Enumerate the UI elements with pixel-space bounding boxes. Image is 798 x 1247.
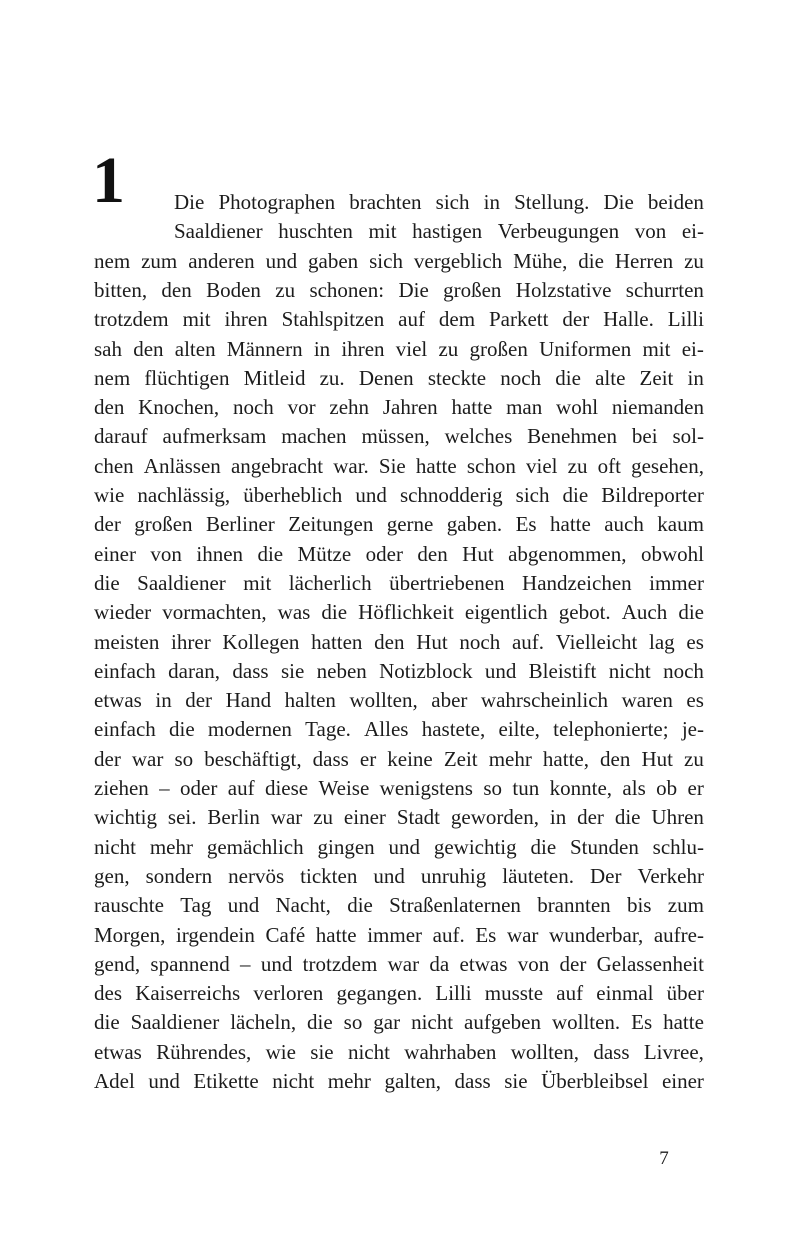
text-line: nem zum anderen und gaben sich vergeblich Mühe, die Herren zu bbox=[94, 248, 704, 273]
text-line: wie nachlässig, überheblich und schnodderig sich die Bildreporter bbox=[94, 483, 704, 507]
text-line: die Saaldiener mit lächerlich übertriebenen Handzeichen immer bbox=[94, 570, 704, 595]
text-line: ziehen – oder auf diese Weise wenigstens so tun konnte, als ob er bbox=[94, 776, 704, 800]
text-line: der war so beschäftigt, dass er keine Zeit mehr hatte, den Hut zu bbox=[94, 746, 704, 771]
text-line: des Kaiserreichs verloren gegangen. Lilli musste auf einmal über bbox=[94, 981, 704, 1006]
text-line: Morgen, irgendein Café hatte immer auf. Es war wunderbar, aufre- bbox=[94, 922, 704, 947]
text-line: meisten ihrer Kollegen hatten den Hut noch auf. Vielleicht lag es bbox=[94, 629, 704, 654]
text-line: den Knochen, noch vor zehn Jahren hatte man wohl niemanden bbox=[94, 395, 704, 420]
page-number: 7 bbox=[659, 1148, 669, 1169]
text-line: nicht mehr gemächlich gingen und gewichtig die Stunden schlu- bbox=[94, 834, 704, 859]
text-line: sah den alten Männern in ihren viel zu großen Uniformen mit ei- bbox=[94, 336, 704, 361]
chapter-number: 1 bbox=[92, 144, 125, 217]
text-line: nem flüchtigen Mitleid zu. Denen steckte noch die alte Zeit in bbox=[94, 365, 704, 390]
text-line: einer von ihnen die Mütze oder den Hut abgenommen, obwohl bbox=[94, 541, 704, 566]
text-line: Adel und Etikette nicht mehr galten, dass sie Überbleibsel einer bbox=[94, 1069, 704, 1093]
text-line: etwas Rührendes, wie sie nicht wahrhaben wollten, dass Livree, bbox=[94, 1039, 704, 1064]
text-line: der großen Berliner Zeitungen gerne gaben. Es hatte auch kaum bbox=[94, 512, 704, 537]
text-line: einfach daran, dass sie neben Notizblock und Bleistift nicht noch bbox=[94, 658, 704, 683]
text-line: trotzdem mit ihren Stahlspitzen auf dem Parkett der Halle. Lilli bbox=[94, 307, 704, 332]
text-line: rauschte Tag und Nacht, die Straßenlaternen brannten bis zum bbox=[94, 893, 704, 918]
text-line: chen Anlässen angebracht war. Sie hatte schon viel zu oft gesehen, bbox=[94, 453, 704, 478]
text-line: einfach die modernen Tage. Alles hastete, eilte, telephonierte; je- bbox=[94, 717, 704, 742]
text-line: wichtig sei. Berlin war zu einer Stadt geworden, in der die Uhren bbox=[94, 805, 704, 830]
text-line: etwas in der Hand halten wollten, aber wahrscheinlich waren es bbox=[94, 688, 704, 713]
text-line: wieder vormachten, was die Höflichkeit eigentlich gebot. Auch die bbox=[94, 600, 704, 625]
text-line: darauf aufmerksam machen müssen, welches Benehmen bei sol- bbox=[94, 424, 704, 449]
text-line: die Saaldiener lächeln, die so gar nicht aufgeben wollten. Es hatte bbox=[94, 1010, 704, 1035]
text-line: Saaldiener huschten mit hastigen Verbeugungen von ei- bbox=[174, 219, 704, 244]
text-line: Die Photographen brachten sich in Stellung. Die beiden bbox=[174, 190, 704, 214]
text-line: bitten, den Boden zu schonen: Die großen Holzstative schurrten bbox=[94, 277, 704, 302]
text-line: gend, spannend – und trotzdem war da etwas von der Gelassenheit bbox=[94, 951, 704, 976]
text-line: gen, sondern nervös tickten und unruhig läuteten. Der Verkehr bbox=[94, 863, 704, 888]
